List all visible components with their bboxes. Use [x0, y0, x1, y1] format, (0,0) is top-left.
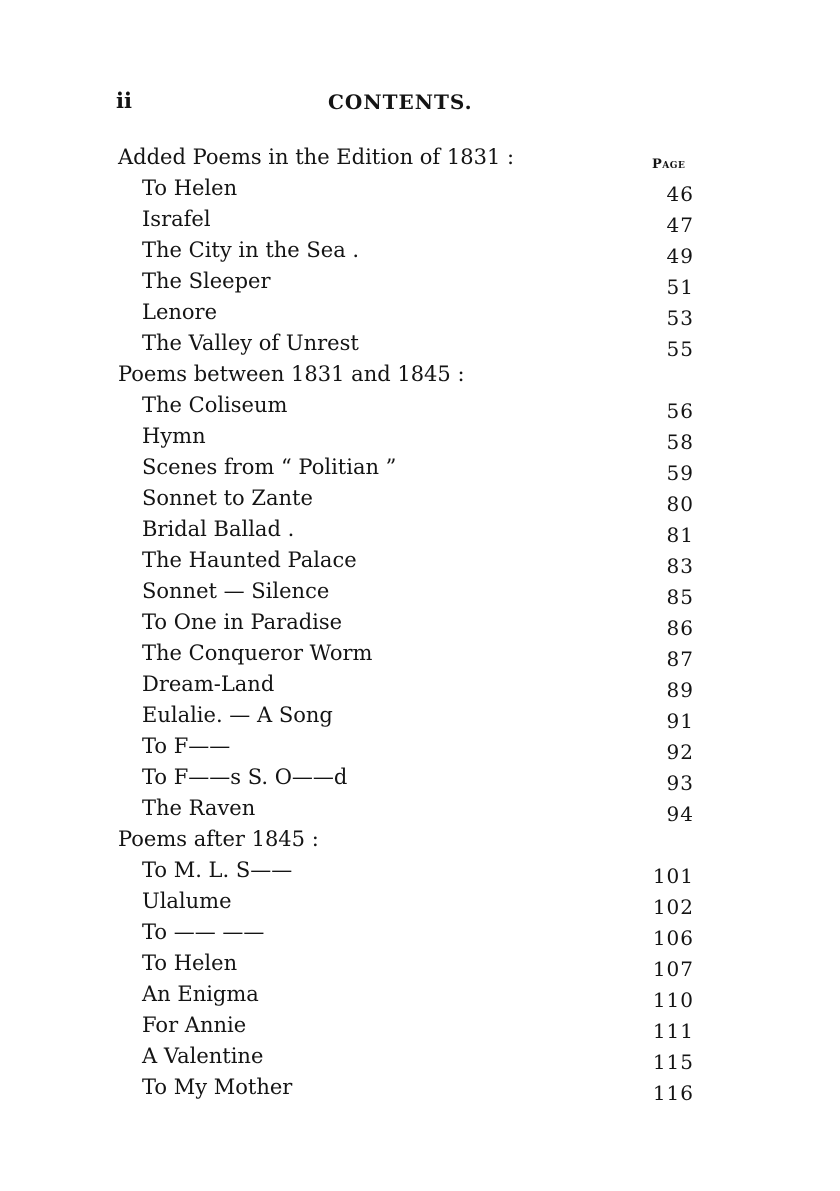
- toc-entry-title: To F——: [142, 734, 231, 758]
- toc-entry: [0, 668, 840, 702]
- toc-entry-page: 94: [666, 802, 694, 826]
- toc-entry-page: 115: [652, 1050, 694, 1074]
- toc-entry-title: A Valentine: [142, 1044, 264, 1068]
- toc-entry-page: 91: [666, 709, 694, 733]
- toc-entry: [0, 854, 840, 888]
- toc-entry-title: Dream-Land: [142, 672, 275, 696]
- toc-entry-title: To —— ——: [142, 920, 265, 944]
- section-heading-text: Poems after 1845 :: [118, 827, 319, 851]
- toc-entry-title: The Coliseum: [142, 393, 288, 417]
- toc-entry: [0, 575, 840, 609]
- toc-entry-title: The Valley of Unrest: [142, 331, 359, 355]
- toc-entry: [0, 637, 840, 671]
- toc-entry-title: Eulalie. — A Song: [142, 703, 333, 727]
- section-heading: [0, 823, 840, 854]
- section-heading-text: Added Poems in the Edition of 1831 :: [118, 145, 515, 169]
- toc-entry-page: 87: [666, 647, 694, 671]
- toc-entry: [0, 699, 840, 733]
- toc-entry-title: The Haunted Palace: [142, 548, 357, 572]
- section-heading-text: Poems between 1831 and 1845 :: [118, 362, 465, 386]
- toc-entry: [0, 389, 840, 423]
- section-heading: [0, 141, 840, 172]
- toc-entry-title: To One in Paradise: [142, 610, 343, 634]
- toc-entry-page: 53: [666, 306, 694, 330]
- toc-entry-title: The Raven: [142, 796, 256, 820]
- toc-entry: [0, 1071, 840, 1105]
- toc-entry-title: Sonnet — Silence: [142, 579, 330, 603]
- toc-entry: [0, 916, 840, 950]
- section-heading: [0, 358, 840, 389]
- toc-entry-page: 89: [666, 678, 694, 702]
- toc-entry-title: The City in the Sea .: [142, 238, 360, 262]
- toc-entry: [0, 947, 840, 981]
- toc-entry-title: Bridal Ballad .: [142, 517, 295, 541]
- toc-entry-title: To My Mother: [142, 1075, 293, 1099]
- toc-entry-page: 46: [666, 182, 694, 206]
- toc-entry: [0, 730, 840, 764]
- toc-entry-title: The Conqueror Worm: [142, 641, 373, 665]
- toc-entry: [0, 761, 840, 795]
- toc-entry-page: 55: [666, 337, 694, 361]
- toc-entry-page: 86: [666, 616, 694, 640]
- toc-entry-title: To F——s S. O——d: [142, 765, 348, 789]
- toc-entry: [0, 978, 840, 1012]
- toc-entry: [0, 885, 840, 919]
- toc-entry-page: 106: [652, 926, 694, 950]
- toc-entry-page: 101: [652, 864, 694, 888]
- toc-entry-page: 47: [666, 213, 694, 237]
- toc-entry-title: To M. L. S——: [142, 858, 293, 882]
- toc-entry-page: 59: [666, 461, 694, 485]
- table-of-contents: [0, 141, 840, 1105]
- toc-entry-page: 102: [652, 895, 694, 919]
- toc-entry-page: 51: [666, 275, 694, 299]
- toc-entry: [0, 172, 840, 206]
- toc-entry-page: 58: [666, 430, 694, 454]
- toc-entry-title: Ulalume: [142, 889, 232, 913]
- toc-entry: [0, 265, 840, 299]
- toc-entry-page: 56: [666, 399, 694, 423]
- toc-entry: [0, 203, 840, 237]
- toc-entry-page: 85: [666, 585, 694, 609]
- toc-entry: [0, 327, 840, 361]
- toc-entry-page: 116: [652, 1081, 694, 1105]
- toc-entry-page: 110: [652, 988, 694, 1012]
- toc-entry: [0, 234, 840, 268]
- toc-entry: [0, 1009, 840, 1043]
- toc-entry-title: Sonnet to Zante: [142, 486, 313, 510]
- toc-entry-page: 80: [666, 492, 694, 516]
- toc-entry: [0, 544, 840, 578]
- toc-entry-title: An Enigma: [142, 982, 259, 1006]
- toc-entry-title: Hymn: [142, 424, 206, 448]
- toc-entry-page: 92: [666, 740, 694, 764]
- toc-entry-page: 49: [666, 244, 694, 268]
- toc-entry: [0, 451, 840, 485]
- toc-entry: [0, 606, 840, 640]
- toc-entry: [0, 482, 840, 516]
- toc-entry-title: For Annie: [142, 1013, 247, 1037]
- toc-entry-page: 83: [666, 554, 694, 578]
- toc-entry-page: 111: [652, 1019, 694, 1043]
- toc-entry: [0, 513, 840, 547]
- toc-entry-title: The Sleeper: [142, 269, 271, 293]
- toc-entry-title: To Helen: [142, 176, 238, 200]
- page-number: ii: [116, 88, 132, 113]
- toc-entry-page: 93: [666, 771, 694, 795]
- toc-entry: [0, 1040, 840, 1074]
- toc-entry-title: Lenore: [142, 300, 218, 324]
- toc-entry-page: 107: [652, 957, 694, 981]
- toc-entry-title: To Helen: [142, 951, 238, 975]
- toc-entry-page: 81: [666, 523, 694, 547]
- toc-entry: [0, 296, 840, 330]
- toc-entry: [0, 420, 840, 454]
- page-column-label: Page: [652, 157, 686, 172]
- toc-entry-title: Israfel: [142, 207, 211, 231]
- toc-entry-title: Scenes from “ Politian ”: [142, 455, 397, 479]
- toc-entry: [0, 792, 840, 826]
- page-title: CONTENTS.: [328, 90, 473, 114]
